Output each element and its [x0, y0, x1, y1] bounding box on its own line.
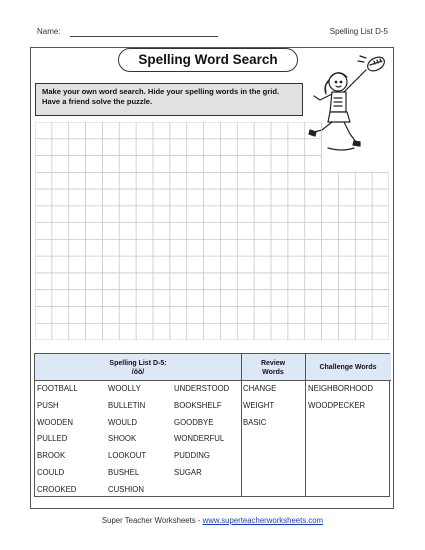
word-search-grid[interactable]: [35, 122, 389, 340]
spelling-word: PUSH: [37, 400, 59, 410]
spelling-word: PUDDING: [174, 451, 210, 461]
spelling-word: FOOTBALL: [37, 384, 78, 393]
footer-link[interactable]: www.superteacherworksheets.com: [202, 516, 324, 525]
column-divider: [241, 354, 242, 496]
word-table: [34, 353, 390, 497]
review-word: CHANGE: [243, 384, 277, 393]
column-divider: [305, 354, 306, 496]
review-word: BASIC: [243, 417, 267, 427]
review-words-header: Review Words: [241, 354, 305, 381]
footer: [0, 516, 425, 525]
spelling-word: GOODBYE: [174, 417, 214, 427]
spelling-word: WOULD: [108, 417, 138, 427]
spelling-word: LOOKOUT: [108, 451, 147, 461]
challenge-word: WOODPECKER: [308, 400, 366, 410]
spelling-word: BROOK: [37, 451, 66, 461]
spelling-word: UNDERSTOOD: [174, 384, 230, 393]
spelling-list-header: Spelling List D-5: /ŏŏ/: [35, 354, 241, 381]
name-label: Name:: [37, 27, 61, 36]
spelling-word: SUGAR: [174, 468, 202, 477]
name-line[interactable]: [70, 36, 218, 37]
spelling-word: WOOLLY: [108, 384, 141, 393]
footer-text: Super Teacher Worksheets -: [101, 516, 203, 525]
challenge-word: NEIGHBORHOOD: [308, 384, 373, 393]
spelling-word: BULLETIN: [108, 400, 146, 410]
spelling-word: BUSHEL: [108, 468, 140, 477]
spelling-word: WOODEN: [37, 417, 73, 427]
review-word: WEIGHT: [243, 400, 275, 410]
page-title: Spelling Word Search: [118, 48, 298, 72]
spelling-word: CUSHION: [108, 484, 144, 494]
spelling-word: WONDERFUL: [174, 434, 225, 444]
instructions-box: Make your own word search. Hide your spelling words in the grid. Have a friend solve the puzzle.: [35, 83, 303, 116]
spelling-word: PULLED: [37, 434, 68, 444]
spelling-word: CROOKED: [37, 484, 77, 494]
spelling-word: BOOKSHELF: [174, 400, 222, 410]
challenge-words-header: Challenge Words: [305, 354, 391, 381]
spelling-word: COULD: [37, 468, 65, 477]
spelling-word: SHOOK: [108, 434, 137, 444]
list-label: Spelling List D-5: [329, 27, 388, 36]
